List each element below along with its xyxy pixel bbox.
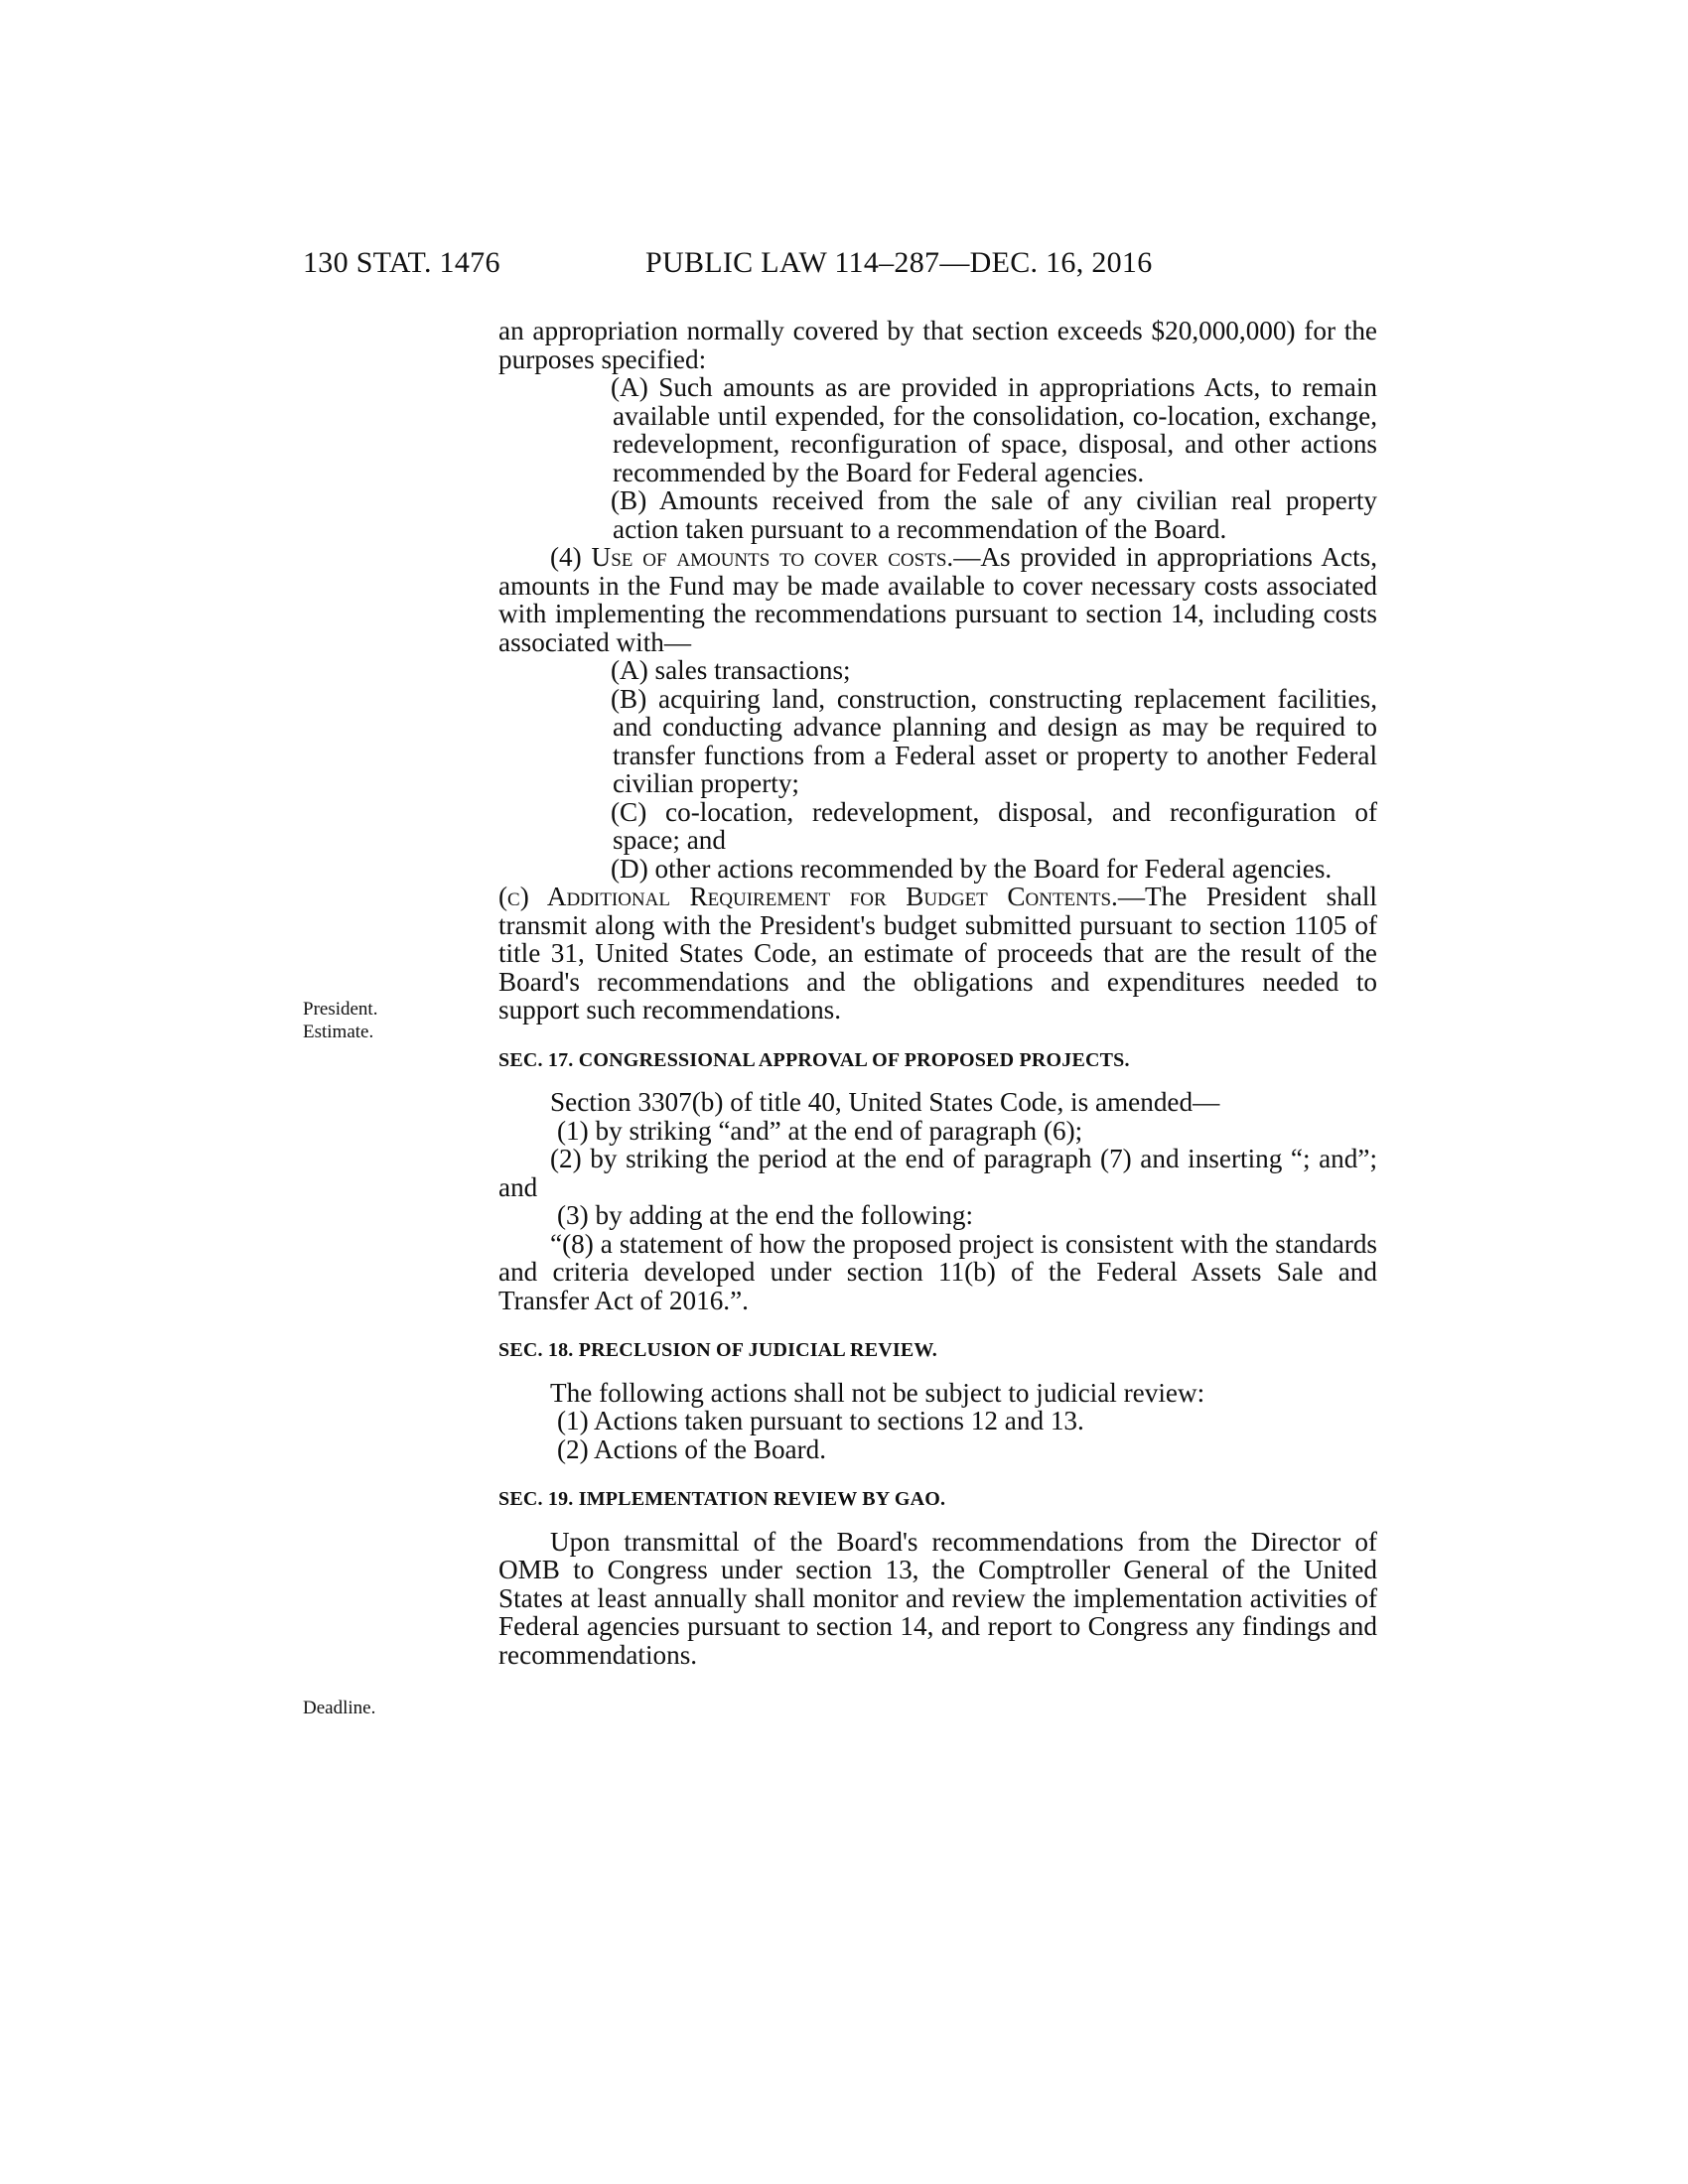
- paragraph-4b: (B) acquiring land, construction, constructing replacement facilities, and conducting advance planning and design as may be required to transfer functions from a Federal asset or property to another Federal civilian property;: [611, 683, 1377, 798]
- text-column: [498, 317, 1377, 1669]
- paragraph-4a: (A) sales transactions;: [611, 655, 851, 685]
- paragraph-4c: (C) co-location, redevelopment, disposal, and reconfiguration of space; and: [611, 796, 1377, 855]
- page-stat-number: 130 STAT. 1476: [303, 246, 500, 279]
- paragraph-4-text: —As provided in appropriations Acts, amounts in the Fund may be made available to cover necessary costs associated with implementing the recommendations pursuant to section 14, including costs associated with—: [498, 542, 1377, 657]
- section-19-body: Upon transmittal of the Board's recommendations from the Director of OMB to Congress under section 13, the Comptroller General of the United States at least annually shall monitor and review the implementation activities of Federal agencies pursuant to section 14, and report to Congress any findings and recommendations.: [498, 1526, 1377, 1670]
- section-18-title: SEC. 18. PRECLUSION OF JUDICIAL REVIEW.: [498, 1339, 937, 1361]
- paragraph-4-heading: (4) Use of amounts to cover costs.: [550, 542, 954, 572]
- paragraph-4: [498, 543, 1377, 656]
- paragraph-3a: (A) Such amounts as are provided in appropriations Acts, to remain available until expended, for the consolidation, co-location, exchange, redevelopment, reconfiguration of space, disposal, and other actions recommended by the Board for Federal agencies.: [611, 372, 1377, 487]
- section-18-item-1: (1) Actions taken pursuant to sections 12 and 13.: [557, 1406, 1084, 1435]
- section-17-title: SEC. 17. CONGRESSIONAL APPROVAL OF PROPOSED PROJECTS.: [498, 1048, 1130, 1071]
- section-17-item-1: (1) by striking “and” at the end of paragraph (6);: [557, 1115, 1083, 1146]
- section-17-item-3: (3) by adding at the end the following:: [557, 1200, 974, 1230]
- section-17-item-2: (2) by striking the period at the end of paragraph (7) and inserting “; and”; and: [498, 1144, 1377, 1202]
- section-18-intro: The following actions shall not be subject to judicial review:: [550, 1377, 1205, 1408]
- paragraph-3b: (B) Amounts received from the sale of any civilian real property action taken pursuant to a recommendation of the Board.: [611, 485, 1377, 544]
- section-19-title: SEC. 19. IMPLEMENTATION REVIEW BY GAO.: [498, 1488, 946, 1510]
- margin-note-estimate: Estimate.: [303, 1022, 374, 1042]
- paragraph-4d: (D) other actions recommended by the Board for Federal agencies.: [611, 853, 1333, 884]
- subsection-c-heading: (c) Additional Requirement for Budget Contents.: [498, 882, 1118, 911]
- margin-note-president: President.: [303, 999, 378, 1020]
- paragraph-continuation: an appropriation normally covered by that section exceeds $20,000,000) for the purposes specified:: [498, 316, 1377, 374]
- section-17-intro: Section 3307(b) of title 40, United States Code, is amended—: [550, 1087, 1220, 1117]
- subsection-c: [498, 883, 1377, 1024]
- margin-note-deadline: Deadline.: [303, 1698, 376, 1718]
- section-18-item-2: (2) Actions of the Board.: [557, 1433, 827, 1464]
- section-17-item-8: “(8) a statement of how the proposed project is consistent with the standards and criteria developed under section 11(b) of the Federal Assets Sale and Transfer Act of 2016.”.: [498, 1228, 1377, 1315]
- subsection-c-text: —The President shall transmit along with the President's budget submitted pursuant to section 1105 of title 31, United States Code, an estimate of proceeds that are the result of the Board's recommendations and the obligations and expenditures needed to support such recommendations.: [498, 882, 1377, 1024]
- page-running-header: PUBLIC LAW 114–287—DEC. 16, 2016: [645, 246, 1153, 279]
